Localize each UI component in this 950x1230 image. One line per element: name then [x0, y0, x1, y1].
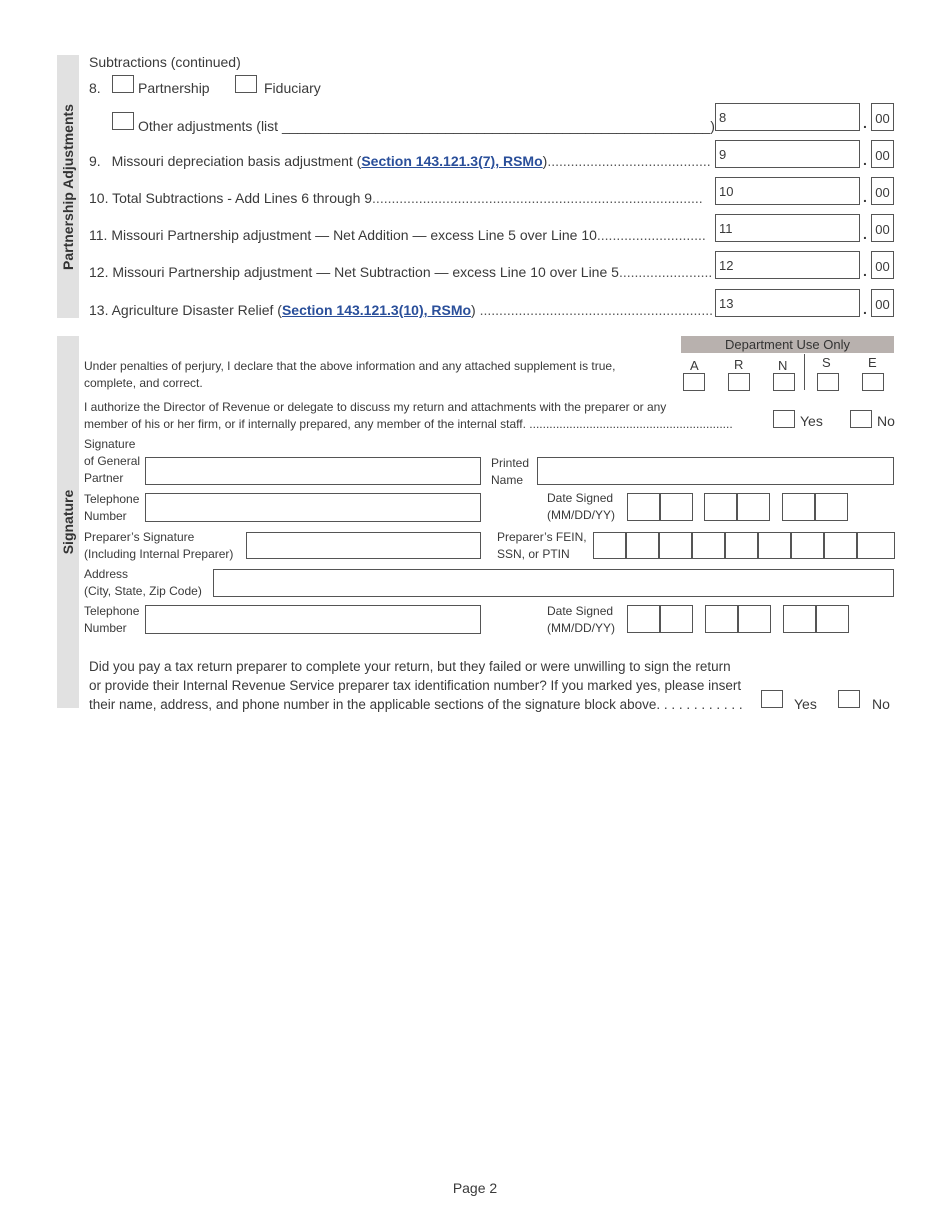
telephone-label-2 [84, 603, 139, 637]
printed-name-label [491, 455, 529, 489]
authorize-statement [84, 399, 733, 433]
other-adjustments-text: Other adjustments (list [138, 118, 279, 134]
line13-box-number: 13 [719, 296, 734, 311]
perjury-statement [84, 358, 615, 392]
dept-letter-n: N [778, 358, 788, 373]
partnership-adjustments-sidebar [57, 55, 79, 318]
subtractions-heading: Subtractions (continued) [89, 54, 241, 70]
preparer-yes-label: Yes [794, 696, 817, 712]
dept-letter-r: R [734, 357, 744, 372]
line10-decimal: . [863, 189, 867, 205]
general-partner-label-1: Signature [84, 437, 136, 451]
general-partner-signature-field[interactable] [145, 457, 481, 485]
dept-box-r[interactable] [728, 373, 750, 391]
date1-year-digit-2[interactable] [815, 493, 848, 521]
preparer-id-digit-5[interactable] [725, 532, 758, 559]
preparer-signature-label-1: Preparer’s Signature [84, 530, 195, 544]
line10-text [89, 190, 703, 206]
line10-description: 10. Total Subtractions - Add Lines 6 through 9 [89, 190, 373, 206]
date1-day-digit-2[interactable] [737, 493, 770, 521]
line11-decimal: . [863, 226, 867, 242]
line10-cents-field[interactable]: 00 [871, 177, 894, 205]
line12-dots: ........................ [618, 264, 713, 280]
line13-dots: ............................................................ [475, 302, 713, 318]
telephone-label-2b: Number [84, 621, 127, 635]
authorize-line-1: I authorize the Director of Revenue or delegate to discuss my return and attachments with the preparer or any [84, 400, 667, 414]
preparer-fein-label [497, 529, 587, 563]
line9-description: 9. Missouri depreciation basis adjustment ( [89, 153, 362, 169]
telephone-field-1[interactable] [145, 493, 481, 522]
other-adjustments-label [138, 118, 715, 134]
date1-month-digit-2[interactable] [660, 493, 693, 521]
preparer-id-digit-2[interactable] [626, 532, 659, 559]
telephone-label-1a: Telephone [84, 492, 140, 506]
fiduciary-checkbox[interactable] [235, 75, 257, 93]
line12-decimal: . [863, 263, 867, 279]
address-label-1: Address [84, 567, 129, 581]
date2-month-digit-2[interactable] [660, 605, 693, 633]
date-signed-label-1b: (MM/DD/YY) [547, 508, 615, 522]
partnership-label: Partnership [138, 80, 210, 96]
line8-cents-field[interactable]: 00 [871, 103, 894, 131]
preparer-id-digit-7[interactable] [791, 532, 824, 559]
line12-text [89, 264, 712, 280]
dept-box-s[interactable] [817, 373, 839, 391]
line13-close: ) [471, 302, 476, 318]
line12-description: 12. Missouri Partnership adjustment — Net Subtraction — excess Line 10 over Line 5 [89, 264, 619, 280]
line9-dots: .......................................... [547, 153, 711, 169]
preparer-signature-label [84, 529, 233, 563]
general-partner-label-3: Partner [84, 471, 124, 485]
line13-section-link[interactable]: Section 143.121.3(10), RSMo [281, 302, 472, 318]
line11-cents-field[interactable]: 00 [871, 214, 894, 242]
other-adjustments-close: ) [710, 118, 715, 134]
perjury-line-2: complete, and correct. [84, 376, 203, 390]
preparer-id-digit-3[interactable] [659, 532, 692, 559]
preparer-id-digit-4[interactable] [692, 532, 725, 559]
line9-cents-field[interactable]: 00 [871, 140, 894, 168]
line9-section-link[interactable]: Section 143.121.3(7), RSMo [361, 153, 543, 169]
line11-text [89, 227, 706, 243]
dept-letter-e: E [868, 355, 877, 370]
preparer-question [89, 657, 743, 714]
line13-amount-field[interactable] [715, 289, 860, 317]
department-use-header: Department Use Only [681, 336, 894, 353]
address-label-2: (City, State, Zip Code) [84, 584, 202, 598]
line10-dots: ..................................................................................... [372, 190, 703, 206]
general-partner-label-2: of General [84, 454, 141, 468]
preparer-no-label: No [872, 696, 890, 712]
partnership-checkbox[interactable] [112, 75, 134, 93]
line8-amount-field[interactable] [715, 103, 860, 131]
page-number: Page 2 [452, 1180, 498, 1196]
telephone-field-2[interactable] [145, 605, 481, 634]
authorize-yes-checkbox[interactable] [773, 410, 795, 428]
line12-cents-field[interactable]: 00 [871, 251, 894, 279]
printed-name-label-2: Name [491, 473, 524, 487]
perjury-line-1: Under penalties of perjury, I declare that the above information and any attached supplement is true, [84, 359, 616, 373]
line13-text [89, 302, 713, 318]
line12-box-number: 12 [719, 258, 734, 273]
printed-name-field[interactable] [537, 457, 894, 485]
line11-box-number: 11 [719, 221, 733, 236]
authorize-yes-label: Yes [800, 413, 823, 429]
preparer-id-digit-8[interactable] [824, 532, 857, 559]
line9-close: ) [542, 153, 548, 169]
line10-amount-field[interactable] [715, 177, 860, 205]
signature-section-label: Signature [60, 489, 76, 555]
telephone-label-2a: Telephone [84, 604, 140, 618]
line8-number: 8. [89, 80, 101, 96]
date-signed-label-1a: Date Signed [547, 491, 614, 505]
preparer-fein-label-2: SSN, or PTIN [497, 547, 570, 561]
partnership-adjustments-label: Partnership Adjustments [60, 103, 76, 270]
fiduciary-label: Fiduciary [264, 80, 321, 96]
general-partner-signature-label [84, 436, 140, 487]
preparer-question-line-1: Did you pay a tax return preparer to complete your return, but they failed or were unwilling to sign the return [89, 659, 731, 674]
dept-box-a[interactable] [683, 373, 705, 391]
date-signed-label-2a: Date Signed [547, 604, 614, 618]
date2-month-digit-1[interactable] [627, 605, 660, 633]
line8-decimal: . [863, 115, 867, 131]
line12-amount-field[interactable] [715, 251, 860, 279]
dept-box-e[interactable] [862, 373, 884, 391]
authorize-no-label: No [877, 413, 895, 429]
address-field[interactable] [213, 569, 894, 597]
line13-description: 13. Agriculture Disaster Relief ( [89, 302, 282, 318]
date-signed-label-2 [547, 603, 615, 637]
preparer-id-digit-6[interactable] [758, 532, 791, 559]
line11-dots: ............................ [596, 227, 706, 243]
dept-divider [804, 354, 805, 390]
preparer-id-digit-9[interactable] [857, 532, 895, 559]
address-label [84, 566, 202, 600]
authorize-line-2: member of his or her firm, or if internally prepared, any member of the internal staff. ............................................................. [84, 417, 733, 431]
line9-box-number: 9 [719, 147, 727, 162]
date1-year-digit-1[interactable] [782, 493, 815, 521]
preparer-signature-label-2: (Including Internal Preparer) [84, 547, 234, 561]
printed-name-label-1: Printed [491, 456, 530, 470]
line13-cents-field[interactable]: 00 [871, 289, 894, 317]
date2-year-digit-1[interactable] [783, 605, 816, 633]
line11-description: 11. Missouri Partnership adjustment — Net Addition — excess Line 5 over Line 10 [89, 227, 597, 243]
date-signed-label-2b: (MM/DD/YY) [547, 621, 615, 635]
dept-letter-a: A [690, 358, 699, 373]
other-adjustments-list-field[interactable]: _______________________________________________________ [278, 118, 711, 134]
line8-box-number: 8 [719, 110, 727, 125]
preparer-yes-checkbox[interactable] [761, 690, 783, 708]
line11-amount-field[interactable] [715, 214, 860, 242]
date2-day-digit-2[interactable] [738, 605, 771, 633]
preparer-no-checkbox[interactable] [838, 690, 860, 708]
authorize-no-checkbox[interactable] [850, 410, 872, 428]
date1-day-digit-1[interactable] [704, 493, 737, 521]
preparer-fein-label-1: Preparer’s FEIN, [497, 530, 587, 544]
date-signed-label-1 [547, 490, 615, 524]
line9-decimal: . [863, 152, 867, 168]
dept-box-n[interactable] [773, 373, 795, 391]
line13-decimal: . [863, 301, 867, 317]
telephone-label-1b: Number [84, 509, 127, 523]
line9-amount-field[interactable] [715, 140, 860, 168]
preparer-id-digit-1[interactable] [593, 532, 626, 559]
date2-year-digit-2[interactable] [816, 605, 849, 633]
date1-month-digit-1[interactable] [627, 493, 660, 521]
other-adjustments-checkbox[interactable] [112, 112, 134, 130]
date2-day-digit-1[interactable] [705, 605, 738, 633]
dept-letter-s: S [822, 355, 831, 370]
line9-text [89, 153, 711, 169]
preparer-question-line-3: their name, address, and phone number in the applicable sections of the signature block above. . . . . . . . . . . . [89, 697, 743, 712]
signature-sidebar [57, 336, 79, 708]
preparer-question-line-2: or provide their Internal Revenue Service preparer tax identification number? If you marked yes, please insert [89, 678, 742, 693]
line10-box-number: 10 [719, 184, 734, 199]
telephone-label-1 [84, 491, 139, 525]
preparer-signature-field[interactable] [246, 532, 481, 559]
